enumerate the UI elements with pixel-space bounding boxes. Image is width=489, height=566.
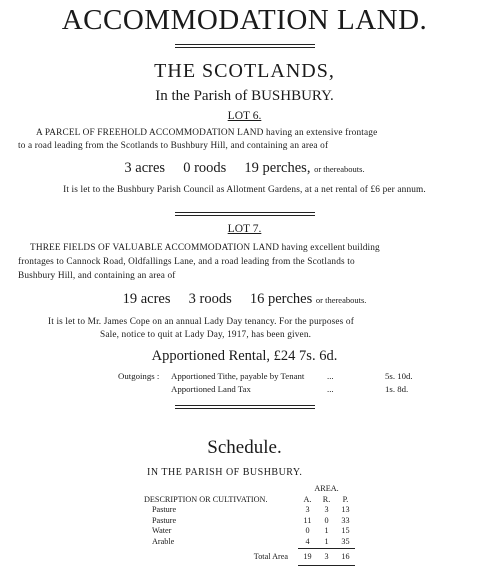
lot7-roods: 3 roods xyxy=(188,291,232,307)
property-name: THE SCOTLANDS, xyxy=(154,60,335,82)
title-rule-top xyxy=(175,44,315,45)
land-tax-dots: ... xyxy=(327,384,334,394)
schedule-parish: IN THE PARISH OF BUSHBURY. xyxy=(147,467,303,478)
lot7-heading: LOT 7. xyxy=(227,223,262,235)
row-roods: 3 xyxy=(324,505,329,515)
row-description: Pasture xyxy=(152,505,177,515)
lot7-perches: 16 perches xyxy=(249,291,313,307)
lot7-thereabouts: or thereabouts. xyxy=(315,295,367,305)
roods-col-header: R. xyxy=(322,494,331,504)
schedule-rule-bottom xyxy=(175,408,315,409)
row-description: Arable xyxy=(152,537,175,547)
row-acres: 11 xyxy=(303,515,312,525)
lot6-roods: 0 roods xyxy=(183,160,227,176)
total-acres: 19 xyxy=(298,548,317,565)
row-perches: 33 xyxy=(341,515,350,525)
lot7-acres: 19 acres xyxy=(122,291,171,307)
perches-col-header: P. xyxy=(342,494,349,504)
lot7-let-line2: Sale, notice to quit at Lady Day, 1917, has been given. xyxy=(100,330,312,340)
row-acres: 0 xyxy=(305,526,310,536)
area-header: AREA. xyxy=(314,484,339,493)
tithe-label: Apportioned Tithe, payable by Tenant xyxy=(171,371,305,381)
document-title: ACCOMMODATION LAND. xyxy=(61,4,428,36)
table-row xyxy=(142,537,355,548)
land-tax-label: Apportioned Land Tax xyxy=(171,384,251,394)
row-roods: 1 xyxy=(324,526,329,536)
land-tax-value: 1s. 8d. xyxy=(385,384,409,394)
section-rule-bottom xyxy=(175,215,315,216)
table-row xyxy=(142,526,355,537)
lot6-para-line1: A PARCEL OF FREEHOLD ACCOMMODATION LAND having an extensive frontage xyxy=(36,128,378,138)
lot7-let-line1: It is let to Mr. James Cope on an annual Lady Day tenancy. For the purposes of xyxy=(48,317,354,327)
total-label: Total Area xyxy=(253,551,288,561)
lot6-perches: 19 perches, xyxy=(244,160,311,176)
total-roods: 3 xyxy=(317,548,336,565)
apportioned-rental: Apportioned Rental, £24 7s. 6d. xyxy=(151,348,338,364)
lot7-para-line2: frontages to Cannock Road, Oldfallings Lane, and a road leading from the Scotlands to xyxy=(18,257,355,267)
parish-line: In the Parish of BUSHBURY. xyxy=(155,88,334,104)
table-row xyxy=(142,516,355,527)
row-acres: 4 xyxy=(298,537,317,548)
total-row xyxy=(142,548,355,565)
outgoings-label: Outgoings : xyxy=(118,371,160,381)
row-description: Water xyxy=(152,526,172,536)
lot7-para-line3: Bushbury Hill, and containing an area of xyxy=(18,271,176,281)
row-perches: 35 xyxy=(336,537,355,548)
lot6-area xyxy=(0,160,489,177)
schedule-title: Schedule. xyxy=(207,437,282,458)
lot6-heading: LOT 6. xyxy=(227,110,262,122)
schedule-rule-top xyxy=(175,405,315,406)
acres-col-header: A. xyxy=(303,494,312,504)
lot6-let-line: It is let to the Bushbury Parish Council as Allotment Gardens, at a net rental of £6 per annum. xyxy=(63,185,426,195)
row-perches: 13 xyxy=(341,505,350,515)
table-row xyxy=(142,505,355,516)
row-roods: 0 xyxy=(324,515,329,525)
description-header: DESCRIPTION OR CULTIVATION. xyxy=(144,494,268,504)
row-perches: 15 xyxy=(341,526,350,536)
lot6-thereabouts: or thereabouts. xyxy=(314,164,365,174)
total-perches: 16 xyxy=(336,548,355,565)
schedule-column-header-row xyxy=(142,495,355,506)
schedule-area-header-row xyxy=(142,484,355,495)
row-acres: 3 xyxy=(305,505,310,515)
lot6-para-line2: to a road leading from the Scotlands to Bushbury Hill, and containing an area of xyxy=(18,141,329,151)
tithe-value: 5s. 10d. xyxy=(385,371,413,381)
row-description: Pasture xyxy=(152,515,177,525)
row-roods: 1 xyxy=(317,537,336,548)
lot7-area xyxy=(0,291,489,308)
title-rule-bottom xyxy=(175,47,315,48)
lot7-para-line1: THREE FIELDS OF VALUABLE ACCOMMODATION LAND having excellent building xyxy=(30,243,380,253)
lot6-acres: 3 acres xyxy=(124,160,166,176)
section-rule-top xyxy=(175,212,315,213)
tithe-dots: ... xyxy=(327,371,334,381)
schedule-table xyxy=(142,484,355,566)
